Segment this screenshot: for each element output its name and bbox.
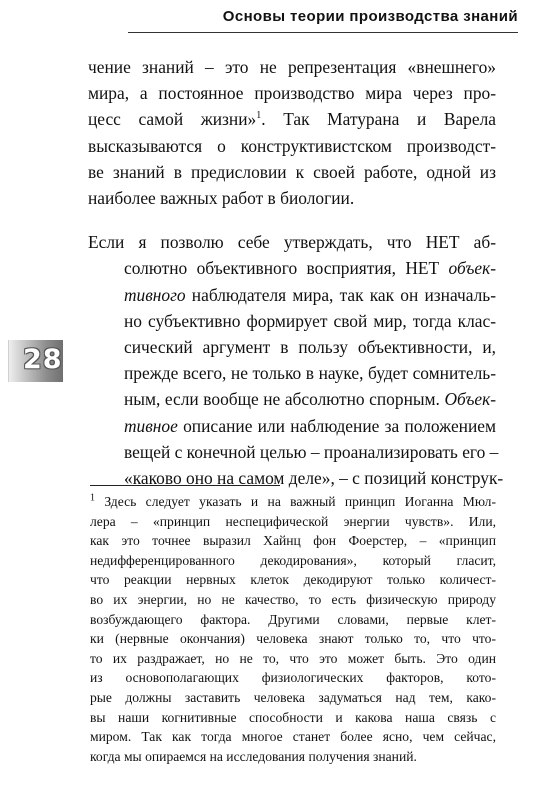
page-number: 28	[23, 344, 63, 375]
text-line: высказываются о конструктивистском производст-	[88, 135, 496, 156]
text-fragment: . Так Матурана и Варела	[261, 109, 496, 130]
page-number-badge	[8, 340, 63, 382]
text-fragment: описание или наблюдение за положением	[177, 415, 496, 436]
text-line: Если я позволю себе утверждать, что НЕТ аб-	[88, 232, 496, 253]
footnote-separator	[90, 485, 280, 486]
text-line: но субъективно формирует свой мир, тогда клас-	[124, 310, 496, 331]
footnote	[90, 492, 496, 766]
footnote-line: лера – «принцип неспецифической энергии чувств». Или,	[90, 513, 496, 529]
text-line	[88, 255, 496, 281]
footnote-line	[90, 492, 496, 512]
text-line: «каково оно на самом деле», – с позиций конструк-	[124, 468, 504, 489]
footnote-reference: 1	[256, 110, 262, 122]
text-line	[88, 386, 496, 412]
footnote-line: то их раздражает, но не то, что это может быть. Это один	[90, 650, 496, 666]
text-line	[88, 282, 496, 308]
text-line: мира, а постоянное производство мира через про-	[88, 83, 496, 104]
italic-term: Объек-	[444, 389, 496, 410]
footnote-line: недифференцированного декодирования», который гласит,	[90, 552, 496, 568]
footnote-line: как это точнее выразил Хайнц фон Фоерстер, – «принцип	[90, 533, 496, 549]
text-line: ве знаний в предисловии к своей работе, одной из	[88, 161, 496, 182]
text-line	[88, 413, 496, 439]
italic-term: объек-	[448, 258, 496, 279]
text-fragment: солютно объективного восприятия, НЕТ	[124, 258, 449, 279]
running-head-rule	[128, 32, 518, 33]
footnote-line: миром. Так как тогда многое станет более ясно, чем сейчас,	[90, 729, 496, 745]
paragraph-2	[88, 229, 504, 491]
text-line	[88, 106, 496, 132]
italic-term: тивное	[124, 415, 178, 436]
footnote-line: когда мы опираемся на исследования получения знаний.	[90, 748, 417, 764]
text-line: прежде всего, не только в науке, будет сомнитель-	[124, 363, 496, 384]
footnote-line: ки (нервные окончания) человека знают только то, что что-	[90, 631, 496, 647]
running-head-title: Основы теории производства знаний	[222, 8, 518, 25]
text-line: сический аргумент в пользу объективности, и,	[124, 337, 496, 358]
footnote-line: из основополагающих физиологических факторов, кото-	[90, 670, 496, 686]
footnote-line: рые должны заставить человека задуматься над тем, како-	[90, 689, 496, 705]
text-line: чение знаний – это не репрезентация «внешнего»	[88, 57, 496, 77]
text-fragment: ным, если вообще не абсолютно спорным.	[124, 389, 445, 410]
text-fragment: Здесь следует указать и на важный принцип Иоганна Мюл-	[95, 494, 496, 509]
paragraph-1	[88, 54, 496, 211]
footnote-marker: 1	[90, 492, 95, 504]
footnote-line: вы наши когнитивные способности и какова наша связь с	[90, 709, 496, 725]
italic-term: тивного	[124, 284, 186, 305]
text-fragment: цесс самой жизни»	[88, 109, 257, 130]
text-fragment: наблюдателя мира, так как он изначаль-	[185, 284, 496, 305]
main-text	[88, 54, 504, 491]
text-line: вещей с конечной целью – проанализировать его –	[124, 441, 499, 462]
footnote-line: во их энергии, но не качество, то есть физическую природу	[90, 591, 496, 607]
footnote-line: что реакции нервных клеток декодируют только количест-	[90, 572, 496, 588]
footnote-line: возбуждающего фактора. Другими словами, первые клет-	[90, 611, 496, 627]
text-line: наиболее важных работ в биологии.	[88, 188, 355, 209]
